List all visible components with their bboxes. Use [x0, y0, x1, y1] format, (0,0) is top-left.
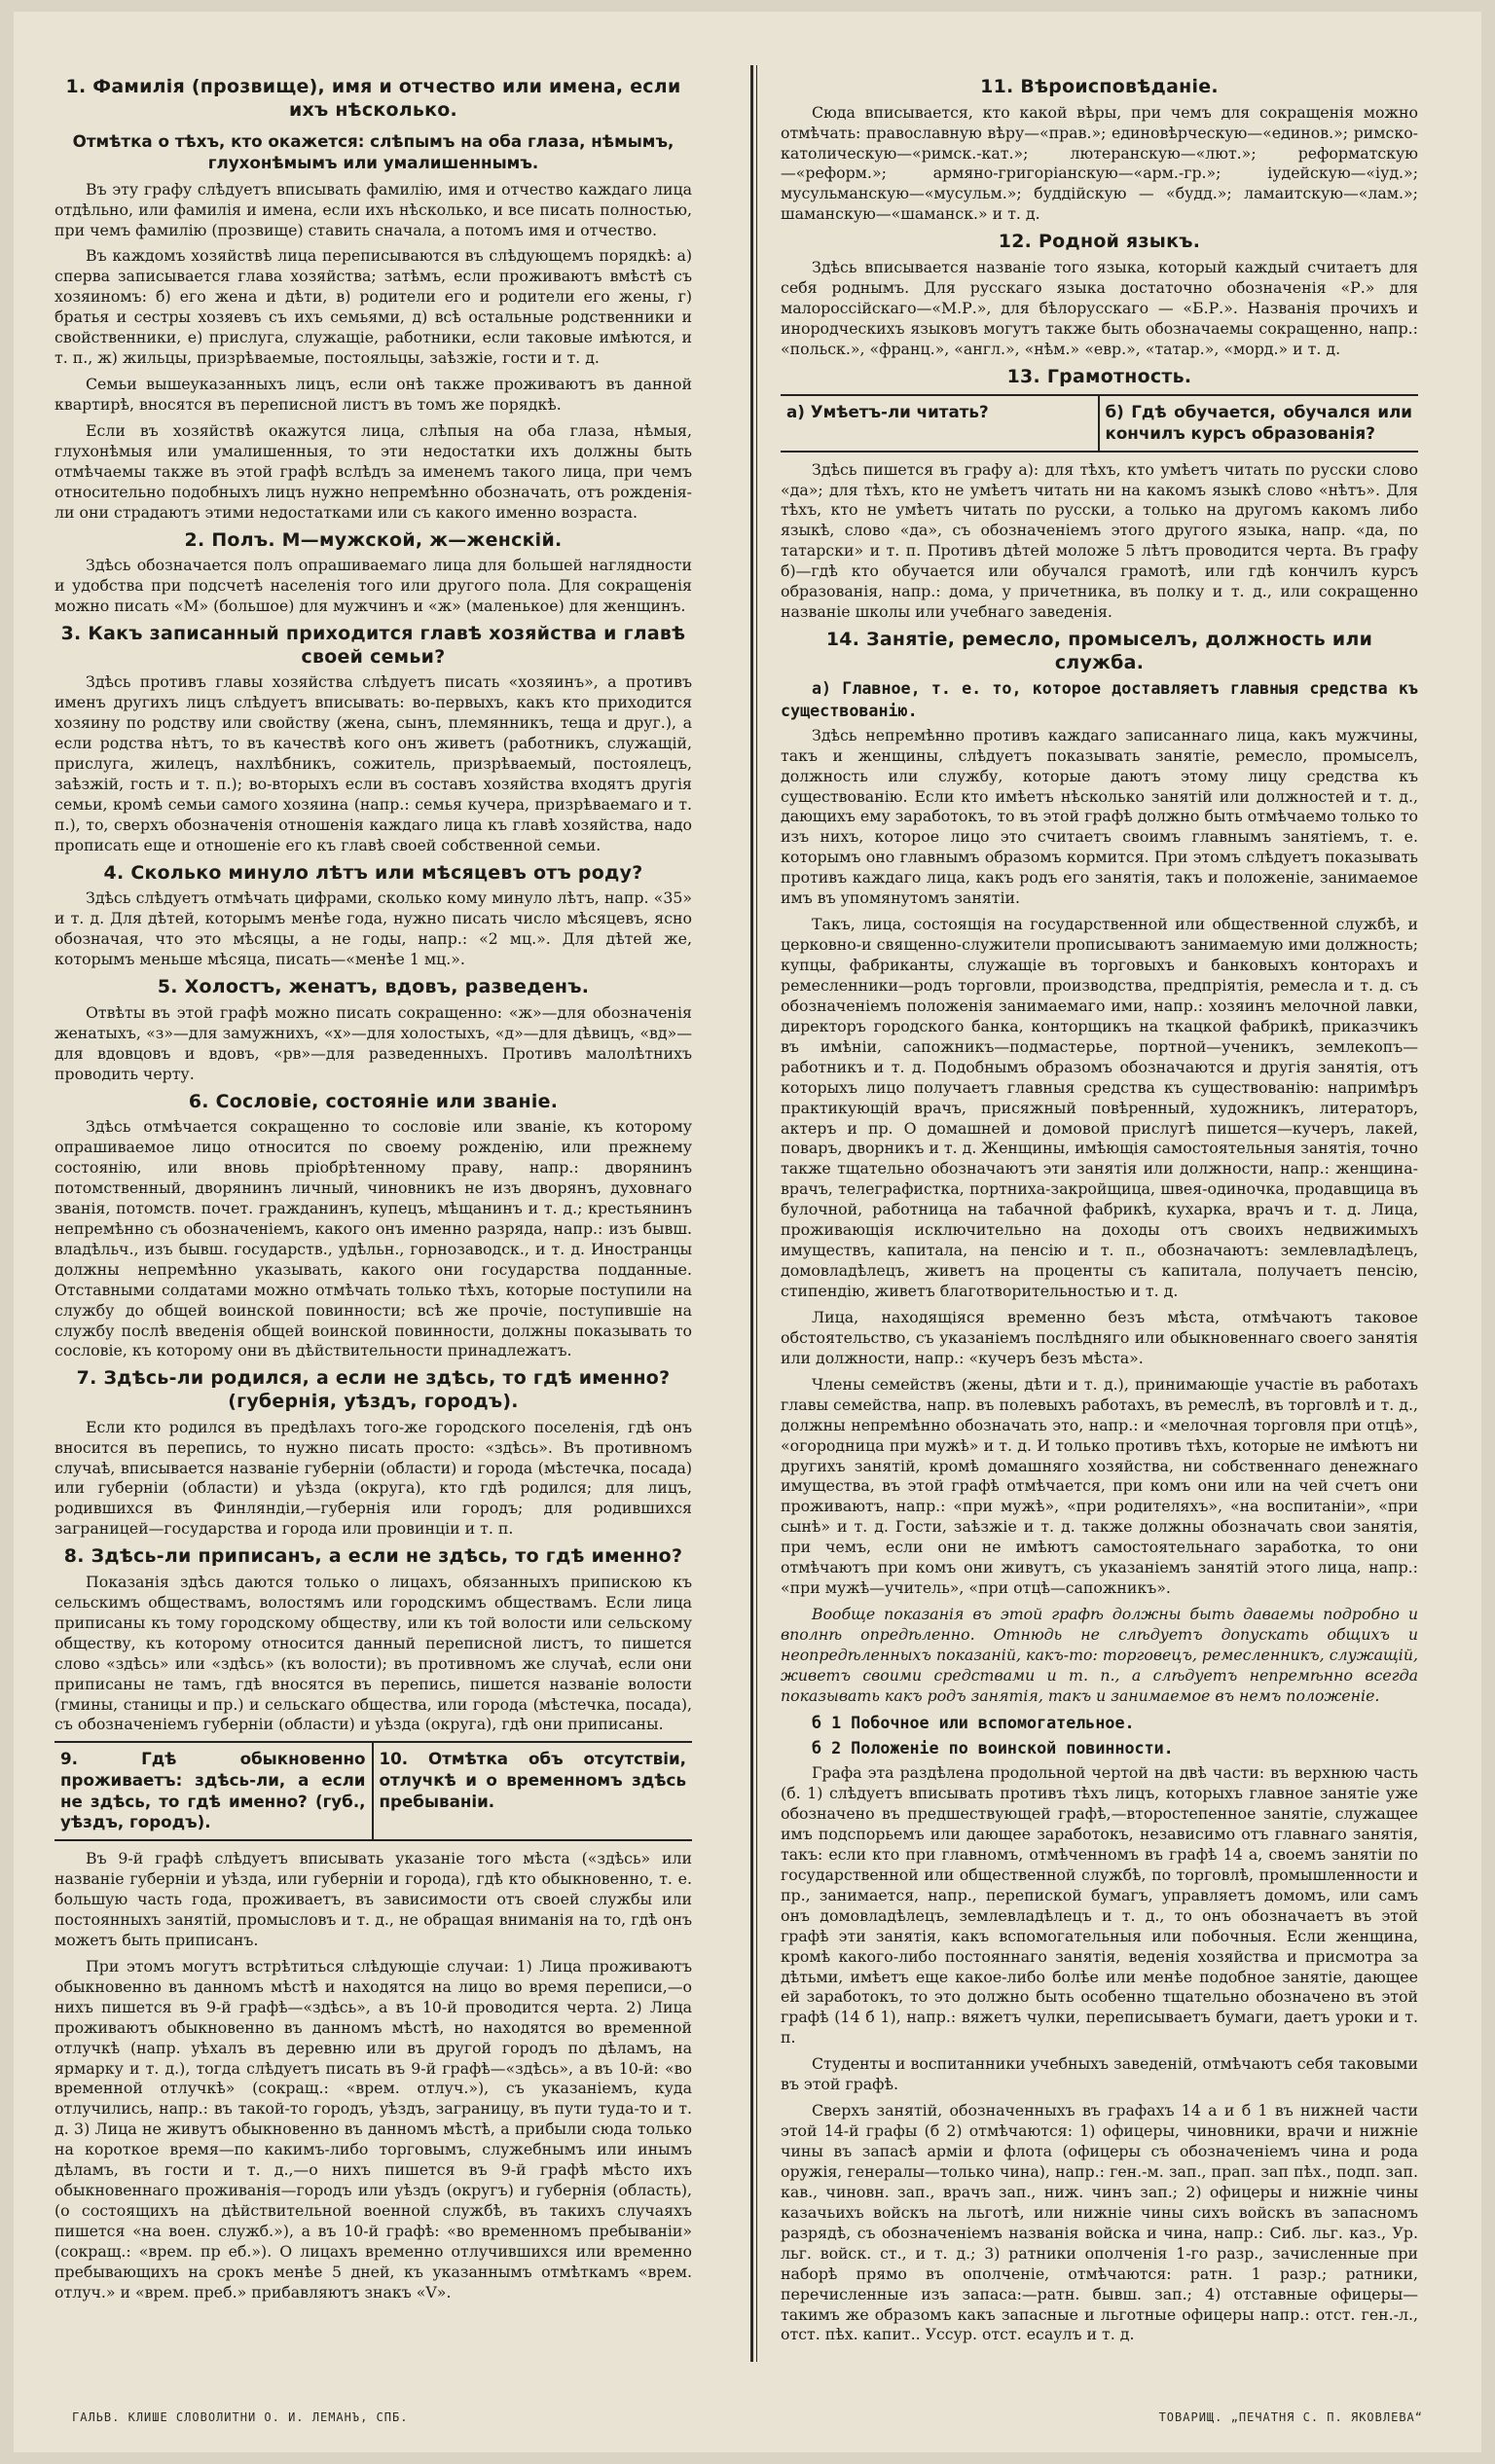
paragraph: Если въ хозяйствѣ окажутся лица, слѣпыя на оба глаза, нѣмыя, глухонѣмыя или умалишенныя, то эти недостатки ихъ должны быть отмѣчаемы также въ этой графѣ вслѣдъ за именемъ такого лица, при чемъ относительно подобныхъ лицъ нужно непремѣнно обозначать, отъ рожденія-ли они страдаютъ этими недостатками или съ какого именно возраста. [55, 420, 692, 522]
section-5-title: 5. Холостъ, женатъ, вдовъ, разведенъ. [157, 976, 590, 998]
paragraph: Въ 9-й графѣ слѣдуетъ вписывать указаніе того мѣста («здѣсь» или названіе губерніи и уѣзда, или губерніи и города), гдѣ кто обыкновенно, т. е. большую часть года, проживаетъ, въ зависимости отъ своей службы или постоянныхъ занятій, промысловъ и т. д., не обращая вниманія на то, гдѣ онъ можетъ быть приписанъ. [55, 1849, 692, 1949]
paragraph: Графа эта раздѣлена продольной чертой на двѣ части: въ верхнюю часть (б. 1) слѣдуетъ вписывать противъ тѣхъ лицъ, которыхъ главное занятіе уже обозначено въ предшествующей графѣ,—второстепенное занятіе, служащее имъ подспорьемъ или дающее заработокъ, независимо отъ главнаго занятія, такъ: если кто при главномъ, отмѣченномъ въ графѣ 14 а, своемъ занятіи по государственной или общественной службѣ, по торговлѣ, промышленности и пр., занимается, напр., перепиской бумагъ, управляетъ домомъ, или самъ онъ домовладѣлецъ, землевладѣлецъ и т. д., то онъ обозначаетъ въ этой графѣ эти занятія, какъ вспомогательныя или побочныя. Если женщина, кромѣ какого-либо постояннаго занятія, веденія хозяйства и присмотра за дѣтьми, имѣетъ еще какое-либо болѣе или менѣе подобное занятіе, дающее ей заработокъ, то это должно быть особенно тщательно обозначено въ этой графѣ (14 б 1), напр.: вяжетъ чулки, переписываетъ бумаги, даетъ уроки и т. п. [781, 1763, 1418, 2047]
section-10-title: 10. Отмѣтка объ отсутствіи, отлучкѣ и о временномъ здѣсь пребываніи. [379, 1750, 686, 1811]
section-13a: а) Умѣетъ-ли читать? [781, 396, 1100, 450]
paragraph: Отвѣты въ этой графѣ можно писать сокращенно: «ж»—для обозначенія женатыхъ, «з»—для замужнихъ, «х»—для холостыхъ, «д»—для дѣвицъ, «вд»—для вдовцовъ и вдовъ, «рв»—для разведенныхъ. Противъ малолѣтнихъ проводить черту. [55, 1002, 692, 1083]
paragraph: Здѣсь непремѣнно противъ каждаго записаннаго лица, какъ мужчины, такъ и женщины, слѣдуетъ показывать занятіе, ремесло, промыселъ, должность или службу, которые даютъ этому лицу средства къ существованію. Если кто имѣетъ нѣсколько занятій или должностей и т. д., дающихъ ему заработокъ, то въ этой графѣ должно быть отмѣчаемо только то изъ нихъ, которое лицо это считаетъ своимъ главнымъ занятіемъ, т. е. которымъ оно главнымъ образомъ кормится. При этомъ слѣдуетъ показывать противъ каждаго лица, какъ родъ его занятія, такъ и положеніе, занимаемое имъ въ упомянутомъ занятіи. [781, 725, 1418, 908]
section-7-title: 7. Здѣсь-ли родился, а если не здѣсь, то гдѣ именно? (губернія, уѣздъ, городъ). [76, 1367, 671, 1412]
section-14b1: б 1 Побочное или вспомогательное. [812, 1713, 1135, 1732]
section-3-title: 3. Какъ записанный приходится главѣ хозяйства и главѣ своей семьи? [60, 623, 686, 668]
paragraph: Студенты и воспитанники учебныхъ заведеній, отмѣчаютъ себя таковыми въ этой графѣ. [781, 2054, 1418, 2094]
section-2-title: 2. Полъ. М—мужской, ж—женскій. [184, 528, 563, 551]
paragraph: Въ каждомъ хозяйствѣ лица переписываются въ слѣдующемъ порядкѣ: а) сперва записывается глава хозяйства; затѣмъ, если проживаютъ вмѣстѣ съ хозяиномъ: б) его жена и дѣти, в) родители его и родители его жены, г) братья и сестры хозяевъ съ ихъ семьями, д) всѣ остальные родственники и свойственники, е) прислуга, служащіе, работники, если таковые имѣются, и т. п., ж) жильцы, призрѣваемые, постояльцы, заѣзжіе, гости и т. д. [55, 246, 692, 368]
sections-9-10-header [55, 1741, 692, 1841]
column-divider [750, 65, 753, 2362]
paragraph: Здѣсь противъ главы хозяйства слѣдуетъ писать «хозяинъ», а противъ именъ другихъ лицъ слѣдуетъ вписывать: во-первыхъ, какъ кто приходится хозяину по родству или свойству (жена, сынъ, племянникъ, теща и друг.), а если родства нѣтъ, то въ качествѣ кого онъ живетъ (работникъ, служащій, прислуга, жилецъ, нахлѣбникъ, сожитель, призрѣваемый, постоялецъ, заѣзжій, гость и т. п.); во-вторыхъ если въ составъ хозяйства входятъ другія семьи, кромѣ семьи самого хозяина (напр.: семья кучера, призрѣваемаго и т. п.), то, сверхъ обозначенія отношенія каждаго лица къ главѣ хозяйства, надо прописать еще и отношеніе его къ главѣ своей собственной семьи. [55, 672, 692, 854]
section-14-title: 14. Занятіе, ремесло, промыселъ, должность или служба. [825, 629, 1373, 673]
paragraph: Семьи вышеуказанныхъ лицъ, если онѣ также проживаютъ въ данной квартирѣ, вносятся въ переписной листъ въ томъ же порядкѣ. [55, 375, 692, 414]
paragraph: Здѣсь обозначается полъ опрашиваемаго лица для большей наглядности и удобства при подсчетѣ населенія того или другого пола. Для сокращенія можно писать «М» (большое) для мужчинъ и «ж» (маленькое) для женщинъ. [55, 556, 692, 616]
census-instructions-page [14, 12, 1481, 2452]
section-13b: б) Гдѣ обучается, обучался или кончилъ курсъ образованія? [1105, 403, 1412, 443]
paragraph: Показанія здѣсь даются только о лицахъ, обязанныхъ припискою къ сельскимъ обществамъ, волостямъ или городскимъ обществамъ. Если лица приписаны къ тому городскому обществу, или къ той волости или сельскому обществу, къ которому относится данный переписной листъ, то пишется слово «здѣсь» или «здѣсь» (къ волости); въ противномъ же случаѣ, если они приписаны не тамъ, гдѣ вносятся въ перепись, пишется названіе волости (гмины, станицы и пр.) и сельскаго общества, или города (мѣстечка, посада), съ обозначеніемъ губерніи (области) и уѣзда (округа), гдѣ они приписаны. [55, 1572, 692, 1734]
footer-printer-left: ГАЛЬВ. КЛИШЕ СЛОВОЛИТНИ О. И. ЛЕМАНЪ, СПБ. [72, 2410, 409, 2424]
right-column [781, 70, 1418, 2351]
paragraph: Сверхъ занятій, обозначенныхъ въ графахъ 14 а и б 1 въ нижней части этой 14-й графы (б 2) отмѣчаются: 1) офицеры, чиновники, врачи и нижніе чины въ запасѣ арміи и флота (офицеры съ обозначеніемъ чина и рода оружія, генералы—только чина), напр.: ген.-м. зап., прап. зап пѣх., подп. зап. кав., чиновн. зап., врачъ зап., ниж. чинъ зап.; 2) офицеры и нижніе чины казачьихъ войскъ на льготѣ, или нижніе чины сихъ войскъ въ запасномъ разрядѣ, съ обозначеніемъ названія войска и чина, напр.: Сиб. льг. каз., Ур. льг. войск. ст., и т. д.; 3) ратники ополченія 1-го разр., зачисленные при наборѣ прямо въ ополченіе, отмѣчаются: ратн. 1 разр.; ратники, перечисленные изъ запаса:—ратн. бывш. зап.; 4) отставные офицеры—такимъ же образомъ какъ запасные и льготные офицеры напр.: отст. ген.-л., отст. пѣх. капит.. Уссур. отст. есаулъ и т. д. [781, 2101, 1418, 2344]
paragraph: Здѣсь пишется въ графу а): для тѣхъ, кто умѣетъ читать по русски слово «да»; для тѣхъ, кто не умѣетъ читать ни на какомъ языкѣ слово «нѣтъ». Для тѣхъ, кто не умѣетъ читать по русски, а только на другомъ какомъ либо языкѣ, слово «да», съ обозначеніемъ этого другого языка, напр. «да, по татарски» и т. п. Противъ дѣтей моложе 5 лѣтъ проводится черта. Въ графу б)—гдѣ кто обучается или обучался грамотѣ, или гдѣ кончилъ курсъ образованія, напр.: дома, у причетника, въ полку и т. д., или сокращенно названіе школы или учебнаго заведенія. [781, 459, 1418, 622]
section-6-title: 6. Сословіе, состояніе или званіе. [188, 1090, 559, 1112]
paragraph: Вообще показанія въ этой графѣ должны быть даваемы подробно и вполнѣ опредѣленно. Отнюдь не слѣдуетъ допускать общихъ и неопредѣленныхъ показаній, какъ-то: торговецъ, ремесленникъ, служащій, живетъ своими средствами и т. п., а слѣдуетъ непремѣнно всегда показывать какъ родъ занятія, такъ и занимаемое въ немъ положеніе. [781, 1605, 1418, 1705]
paragraph: При этомъ могутъ встрѣтиться слѣдующіе случаи: 1) Лица проживаютъ обыкновенно въ данномъ мѣстѣ и находятся на лицо во время переписи,—о нихъ пишется въ 9-й графѣ—«здѣсь», а въ 10-й проводится черта. 2) Лица проживаютъ обыкновенно въ данномъ мѣстѣ, но находятся во временной отлучкѣ (напр. уѣхалъ въ деревню или въ другой городъ по дѣламъ, на ярмарку и т. д.), тогда слѣдуетъ писать въ 9-й графѣ—«здѣсь», а въ 10-й: «во временной отлучкѣ» (сокращ.: «врем. отлуч.»), съ указаніемъ, куда отлучились, напр.: въ такой-то городъ, уѣздъ, заграницу, въ пути туда-то и т. д. 3) Лица не живутъ обыкновенно въ данномъ мѣстѣ, а прибыли сюда только на короткое время—по какимъ-либо торговымъ, служебнымъ или инымъ дѣламъ, въ гости и т. д.,—о нихъ пишется въ 9-й графѣ мѣсто ихъ обыкновеннаго проживанія—городъ или уѣздъ (округъ) и губернія (область), (о состоящихъ на дѣйствительной военной службѣ, въ такихъ случаяхъ пишется «на воен. служб.»), а въ 10-й графѣ: «во временномъ пребываніи» (сокращ.: «врем. пр еб.»). О лицахъ временно отлучившихся или временно пребывающихъ на срокъ менѣе 5 дней, къ указаннымъ отмѣткамъ «врем. отлуч.» и «врем. преб.» прибавляютъ знакъ «V». [55, 1956, 692, 2301]
left-column [55, 70, 692, 2309]
paragraph: Лица, находящіяся временно безъ мѣста, отмѣчаютъ таковое обстоятельство, съ указаніемъ послѣдняго или обыкновеннаго своего занятія или должности, напр.: «кучеръ безъ мѣста». [781, 1307, 1418, 1367]
section-13-subheader [781, 394, 1418, 452]
column-divider-thin [756, 65, 757, 2362]
section-8-title: 8. Здѣсь-ли приписанъ, а если не здѣсь, то гдѣ именно? [63, 1545, 683, 1568]
paragraph: Здѣсь вписывается названіе того языка, который каждый считаетъ для себя роднымъ. Для русскаго языка достаточно обозначенія «Р.» для малороссійскаго—«М.Р.», для бѣлорусскаго — «Б.Р.». Названія прочихъ и инородческихъ языковъ могутъ также быть обозначаемы сокращенно, напр.: «польск.», «франц.», «англ.», «нѣм.» «евр.», «татар.», «морд.» и т. д. [781, 257, 1418, 358]
section-1-subtitle: Отмѣтка о тѣхъ, кто окажется: слѣпымъ на оба глаза, нѣмымъ, глухонѣмымъ или умалишеннымъ. [72, 132, 675, 172]
paragraph: Сюда вписывается, кто какой вѣры, при чемъ для сокращенія можно отмѣчать: православную вѣру—«прав.»; единовѣрческую—«единов.»; римско-католическую—«римск.-кат.»; лютеранскую—«лют.»; реформатскую—«реформ.»; армяно-григоріанскую—«арм.-гр.»; іудейскую—«іуд.»; мусульманскую—«мусульм.»; буддійскую — «будд.»; ламаитскую—«лам.»; шаманскую—«шаманск.» и т. д. [781, 102, 1418, 224]
paragraph: Здѣсь слѣдуетъ отмѣчать цифрами, сколько кому минуло лѣтъ, напр. «35» и т. д. Для дѣтей, которымъ менѣе года, нужно писать число мѣсяцевъ, ясно обозначая, что это мѣсяцы, а не годы, напр.: «2 мц.». Для дѣтей же, которымъ меньше мѣсяца, писать—«менѣе 1 мц.». [55, 888, 692, 969]
section-14b2: б 2 Положеніе по воинской повинности. [812, 1738, 1174, 1757]
paragraph: Такъ, лица, состоящія на государственной или общественной службѣ, и церковно-и священно-служители прописываютъ занимаемую ими должность; купцы, фабриканты, служащіе въ торговыхъ и банковыхъ конторахъ и ремесленники—родъ торговли, производства, предпріятія, ремесла и т. д. съ обозначеніемъ положенія занимаемаго ими, напр.: хозяинъ мелочной лавки, директоръ городского банка, конторщикъ на ткацкой фабрикѣ, приказчикъ въ имѣніи, сапожникъ—подмастерье, портной—ученикъ, землекопъ—работникъ и т. д. Подобнымъ образомъ обозначаются и другія занятія, отъ которыхъ лицо получаетъ главныя средства къ существованію: напримѣръ практикующій врачъ, присяжный повѣренный, художникъ, литераторъ, актеръ и пр. О домашней и домовой прислугѣ пишется—кучеръ, лакей, поваръ, дворникъ и т. д. Женщины, имѣющія самостоятельныя занятія, точно также тщательно обозначаютъ эти занятія или должности, напр.: женщина-врачъ, телеграфистка, портниха-закройщица, швея-одиночка, продавщица въ булочной, работница на табачной фабрикѣ, кухарка, врачъ и т. д. Лица, проживающія исключительно на доходы отъ своихъ недвижимыхъ имуществъ, капитала, на пенсію и т. п., обозначаютъ: землевладѣлецъ, домовладѣлецъ, живетъ на проценты съ капитала, получаетъ пенсію, стипендію, живетъ благотворительностью и т. д. [781, 915, 1418, 1300]
section-11-title: 11. Вѣроисповѣданіе. [980, 76, 1219, 97]
section-14a: а) Главное, т. е. то, которое доставляетъ главныя средства къ существованію. [781, 679, 1418, 720]
section-9-title: 9. Гдѣ обыкновенно проживаетъ: здѣсь-ли, а если не здѣсь, то гдѣ именно? (губ., уѣздъ, городъ). [55, 1743, 374, 1839]
paragraph: Здѣсь отмѣчается сокращенно то сословіе или званіе, къ которому опрашиваемое лицо относится по своему рожденію, или прежнему состоянію, или вновь пріобрѣтенному праву, напр.: дворянинъ потомственный, дворянинъ личный, чиновникъ не изъ дворянъ, духовнаго званія, потомств. почет. гражданинъ, купецъ, мѣщанинъ и т. д.; крестьянинъ непремѣнно съ обозначеніемъ, какого онъ именно разряда, напр.: изъ бывш. владѣльч., изъ бывш. государств., удѣльн., горнозаводск., и т. д. Иностранцы должны непремѣнно указывать, какого они государства подданные. Отставными солдатами можно отмѣчать только тѣхъ, которые поступили на службу до общей воинской повинности; всѣ же прочіе, поступившіе на службу послѣ введенія общей воинской повинности, должны показывать то сословіе, къ которому они въ дѣйствительности принадлежатъ. [55, 1117, 692, 1360]
section-1-title: 1. Фамилія (прозвище), имя и отчество или имена, если ихъ нѣсколько. [65, 76, 681, 121]
footer-printer-right: ТОВАРИЩ. „ПЕЧАТНЯ С. П. ЯКОВЛЕВА“ [1158, 2410, 1423, 2424]
paragraph: Члены семействъ (жены, дѣти и т. д.), принимающіе участіе въ работахъ главы семейства, напр. въ полевыхъ работахъ, въ ремеслѣ, въ торговлѣ и т. д., должны непремѣнно обозначать это, напр.: и «мелочная торговля при отцѣ», «огородница при мужѣ» и т. д. И только противъ тѣхъ, которые не имѣютъ ни другихъ занятій, кромѣ домашняго хозяйства, ни собственнаго денежнаго имущества, въ этой графѣ отмѣчается, при комъ они или на чей счетъ они проживаютъ, напр.: «при мужѣ», «при родителяхъ», «на воспитаніи», «при сынѣ» и т. д. Гости, заѣзжіе и т. д. также должны обозначать свои занятія, при чемъ, если они не имѣютъ самостоятельнаго заработка, то они отмѣчаютъ при комъ они живутъ, съ указаніемъ занятій этого лица, напр.: «при мужѣ—учитель», «при отцѣ—сапожникъ». [781, 1374, 1418, 1598]
section-12-title: 12. Родной языкъ. [998, 231, 1201, 253]
section-4-title: 4. Сколько минуло лѣтъ или мѣсяцевъ отъ роду? [103, 861, 643, 884]
paragraph: Въ эту графу слѣдуетъ вписывать фамилію, имя и отчество каждаго лица отдѣльно, или фамилія и имена, если ихъ нѣсколько, и все писать полностью, при чемъ фамилію (прозвище) ставить сначала, а потомъ имя и отчество. [55, 179, 692, 239]
paragraph: Если кто родился въ предѣлахъ того-же городского поселенія, гдѣ онъ вносится въ перепись, то нужно писать просто: «здѣсь». Въ противномъ случаѣ, вписывается названіе губерніи (области) и города (мѣстечка, посада) или губерніи (области) и уѣзда (округа), кто гдѣ родился; для лицъ, родившихся въ Финляндіи,—губернія или городъ; для родившихся заграницей—государства и города или провинціи и т. п. [55, 1417, 692, 1539]
section-13-title: 13. Грамотность. [1006, 365, 1192, 387]
